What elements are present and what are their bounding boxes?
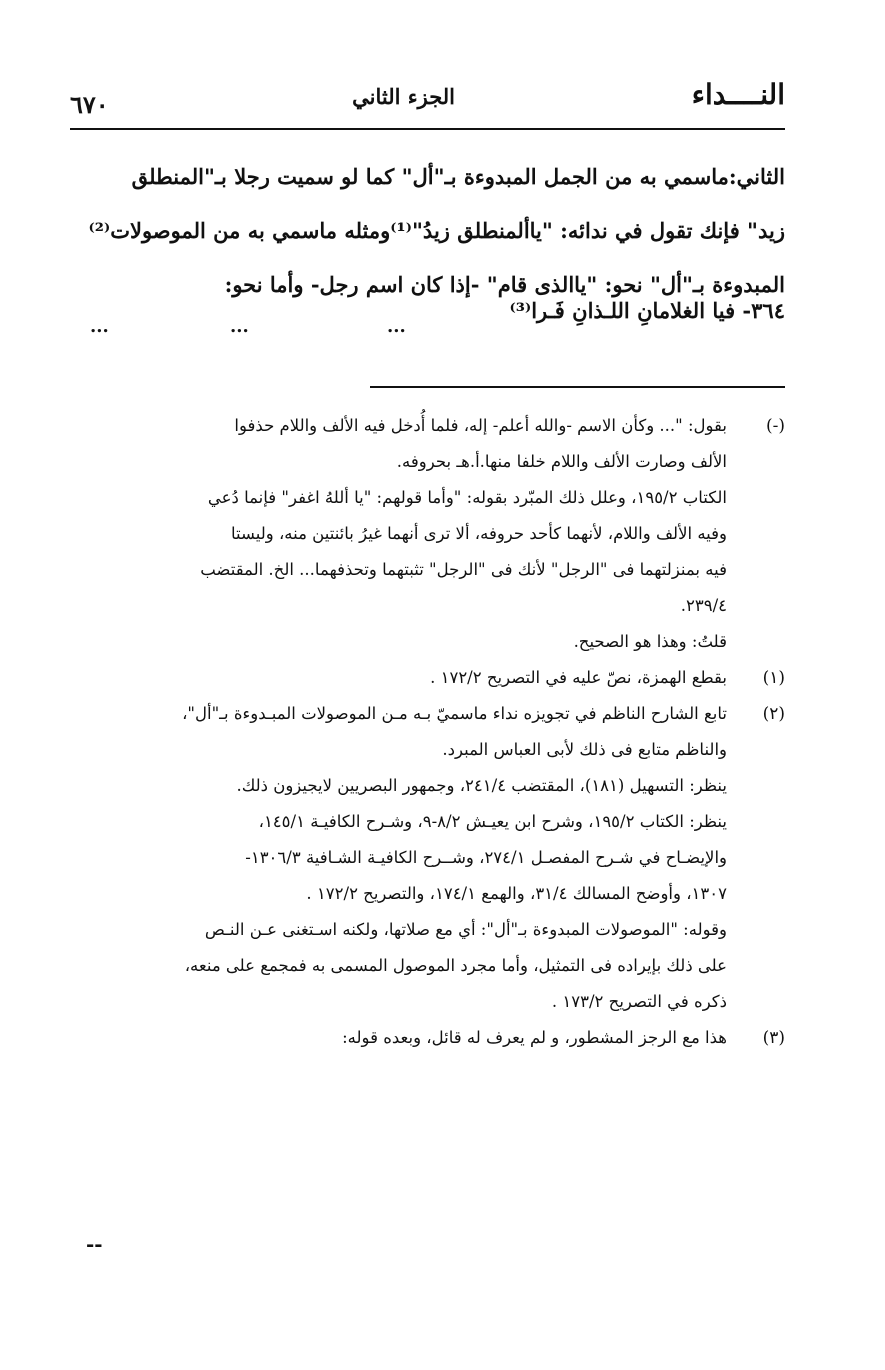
chapter-title: النــــداء [691,78,785,111]
footnote-line: والإيضـاح في شـرح المفصـل ٢٧٤/١، وشــرح الكافيـة الشـافية ١٣٠٦/٣- [245,848,727,867]
footnote [72,1020,785,1056]
footnote-line: وفيه الألف واللام، لأنهما كأحد حروفه، ألا ترى أنهما غيرُ بائنتين منه، وليستا [231,524,727,543]
footnote-mark: (٢) [762,704,785,724]
footnote-line: ١٣٠٧، وأوضح المسالك ٣١/٤، والهمع ١٧٤/١، والتصريح ١٧٢/٢ . [306,884,727,903]
footnote-mark: (٣) [762,1028,785,1048]
footnote-line: ينظر: الكتاب ١٩٥/٢، وشرح ابن يعيـش ٨/٢-٩، وشـرح الكافيـة ١٤٥/١، [258,812,727,831]
header-rule [70,128,785,130]
footnote-line: وقوله: "الموصولات المبدوءة بـ"أل": أي مع صلاتها، ولكنه اسـتغنى عـن النـص [204,920,727,939]
page-number: ٦٧٠ [70,90,109,119]
footnotes [72,408,785,1056]
footnote-line: ينظر: التسهيل (١٨١)، المقتضب ٢٤١/٤، وجمهور البصريين لايجيزون ذلك. [236,776,727,795]
verse-ellipsis: ... [387,316,406,337]
page-header [70,72,785,124]
verse-ellipsis: ... [230,316,249,337]
footnote-line: والناظم متابع فى ذلك لأبى العباس المبرد. [442,740,727,759]
footnote-line: قلتُ: وهذا هو الصحيح. [573,632,727,651]
footnote-line: فيه بمنزلتهما فى "الرجل" لأنك فى "الرجل" تثبتهما وتحذفهما... الخ. المقتضب [200,560,727,579]
footnote-line: الكتاب ١٩٥/٢، وعلل ذلك المبّرد بقوله: "وأما قولهم: "يا أللهُ اغفر" فإنما دُعي [207,488,727,507]
footnote [72,660,785,696]
footnote [72,408,785,660]
footnote-mark: (١) [762,668,785,688]
verse-text: ٣٦٤- فيا الغلامانِ اللـذانِ فَـرا⁽³⁾ [509,298,785,323]
footnote-line: الألف وصارت الألف واللام خلفا منها.أ.هـ بحروفه. [396,452,727,471]
verse-ellipsis: ... [90,316,109,337]
footnote [72,696,785,1020]
continuation-mark: -- [86,1232,103,1256]
footnote-mark: (-) [765,416,785,436]
footnote-rule [370,386,785,388]
main-line: زيد" فإنك تقول في ندائه: "ياألمنطلق زيدُ"⁽¹⁾ومثله ماسمي به من الموصولات⁽²⁾ [88,218,785,243]
footnote-line: ذكره في التصريح ١٧٣/٢ . [551,992,727,1011]
main-line: المبدوءة بـ"أل" نحو: "ياالذى قام" -إذا كان اسم رجل- وأما نحو: [224,272,785,297]
footnote-line: على ذلك بإيراده فى التمثيل، وأما مجرد الموصول المسمى به فمجمع على منعه، [184,956,727,975]
footnote-line: هذا مع الرجز المشطور، و لم يعرف له قائل، وبعده قوله: [342,1028,727,1047]
footnote-line: بقطع الهمزة، نصّ عليه في التصريح ١٧٢/٢ . [430,668,727,687]
footnote-line: بقول: "... وكأن الاسم -والله أعلم- إله، فلما أُدخل فيه الألف واللام حذفوا [234,416,727,435]
part-title: الجزء الثاني [352,84,455,109]
main-line: الثاني:ماسمي به من الجمل المبدوءة بـ"أل" كما لو سميت رجلا بـ"المنطلق [131,164,785,189]
main-text [72,150,785,352]
verse-row [72,298,785,352]
footnote-line: تابع الشارح الناظم في تجويزه نداء ماسميّ بـه مـن الموصولات المبـدوءة بـ"أل"، [182,704,727,723]
footnote-line: ٢٣٩/٤. [680,596,727,615]
